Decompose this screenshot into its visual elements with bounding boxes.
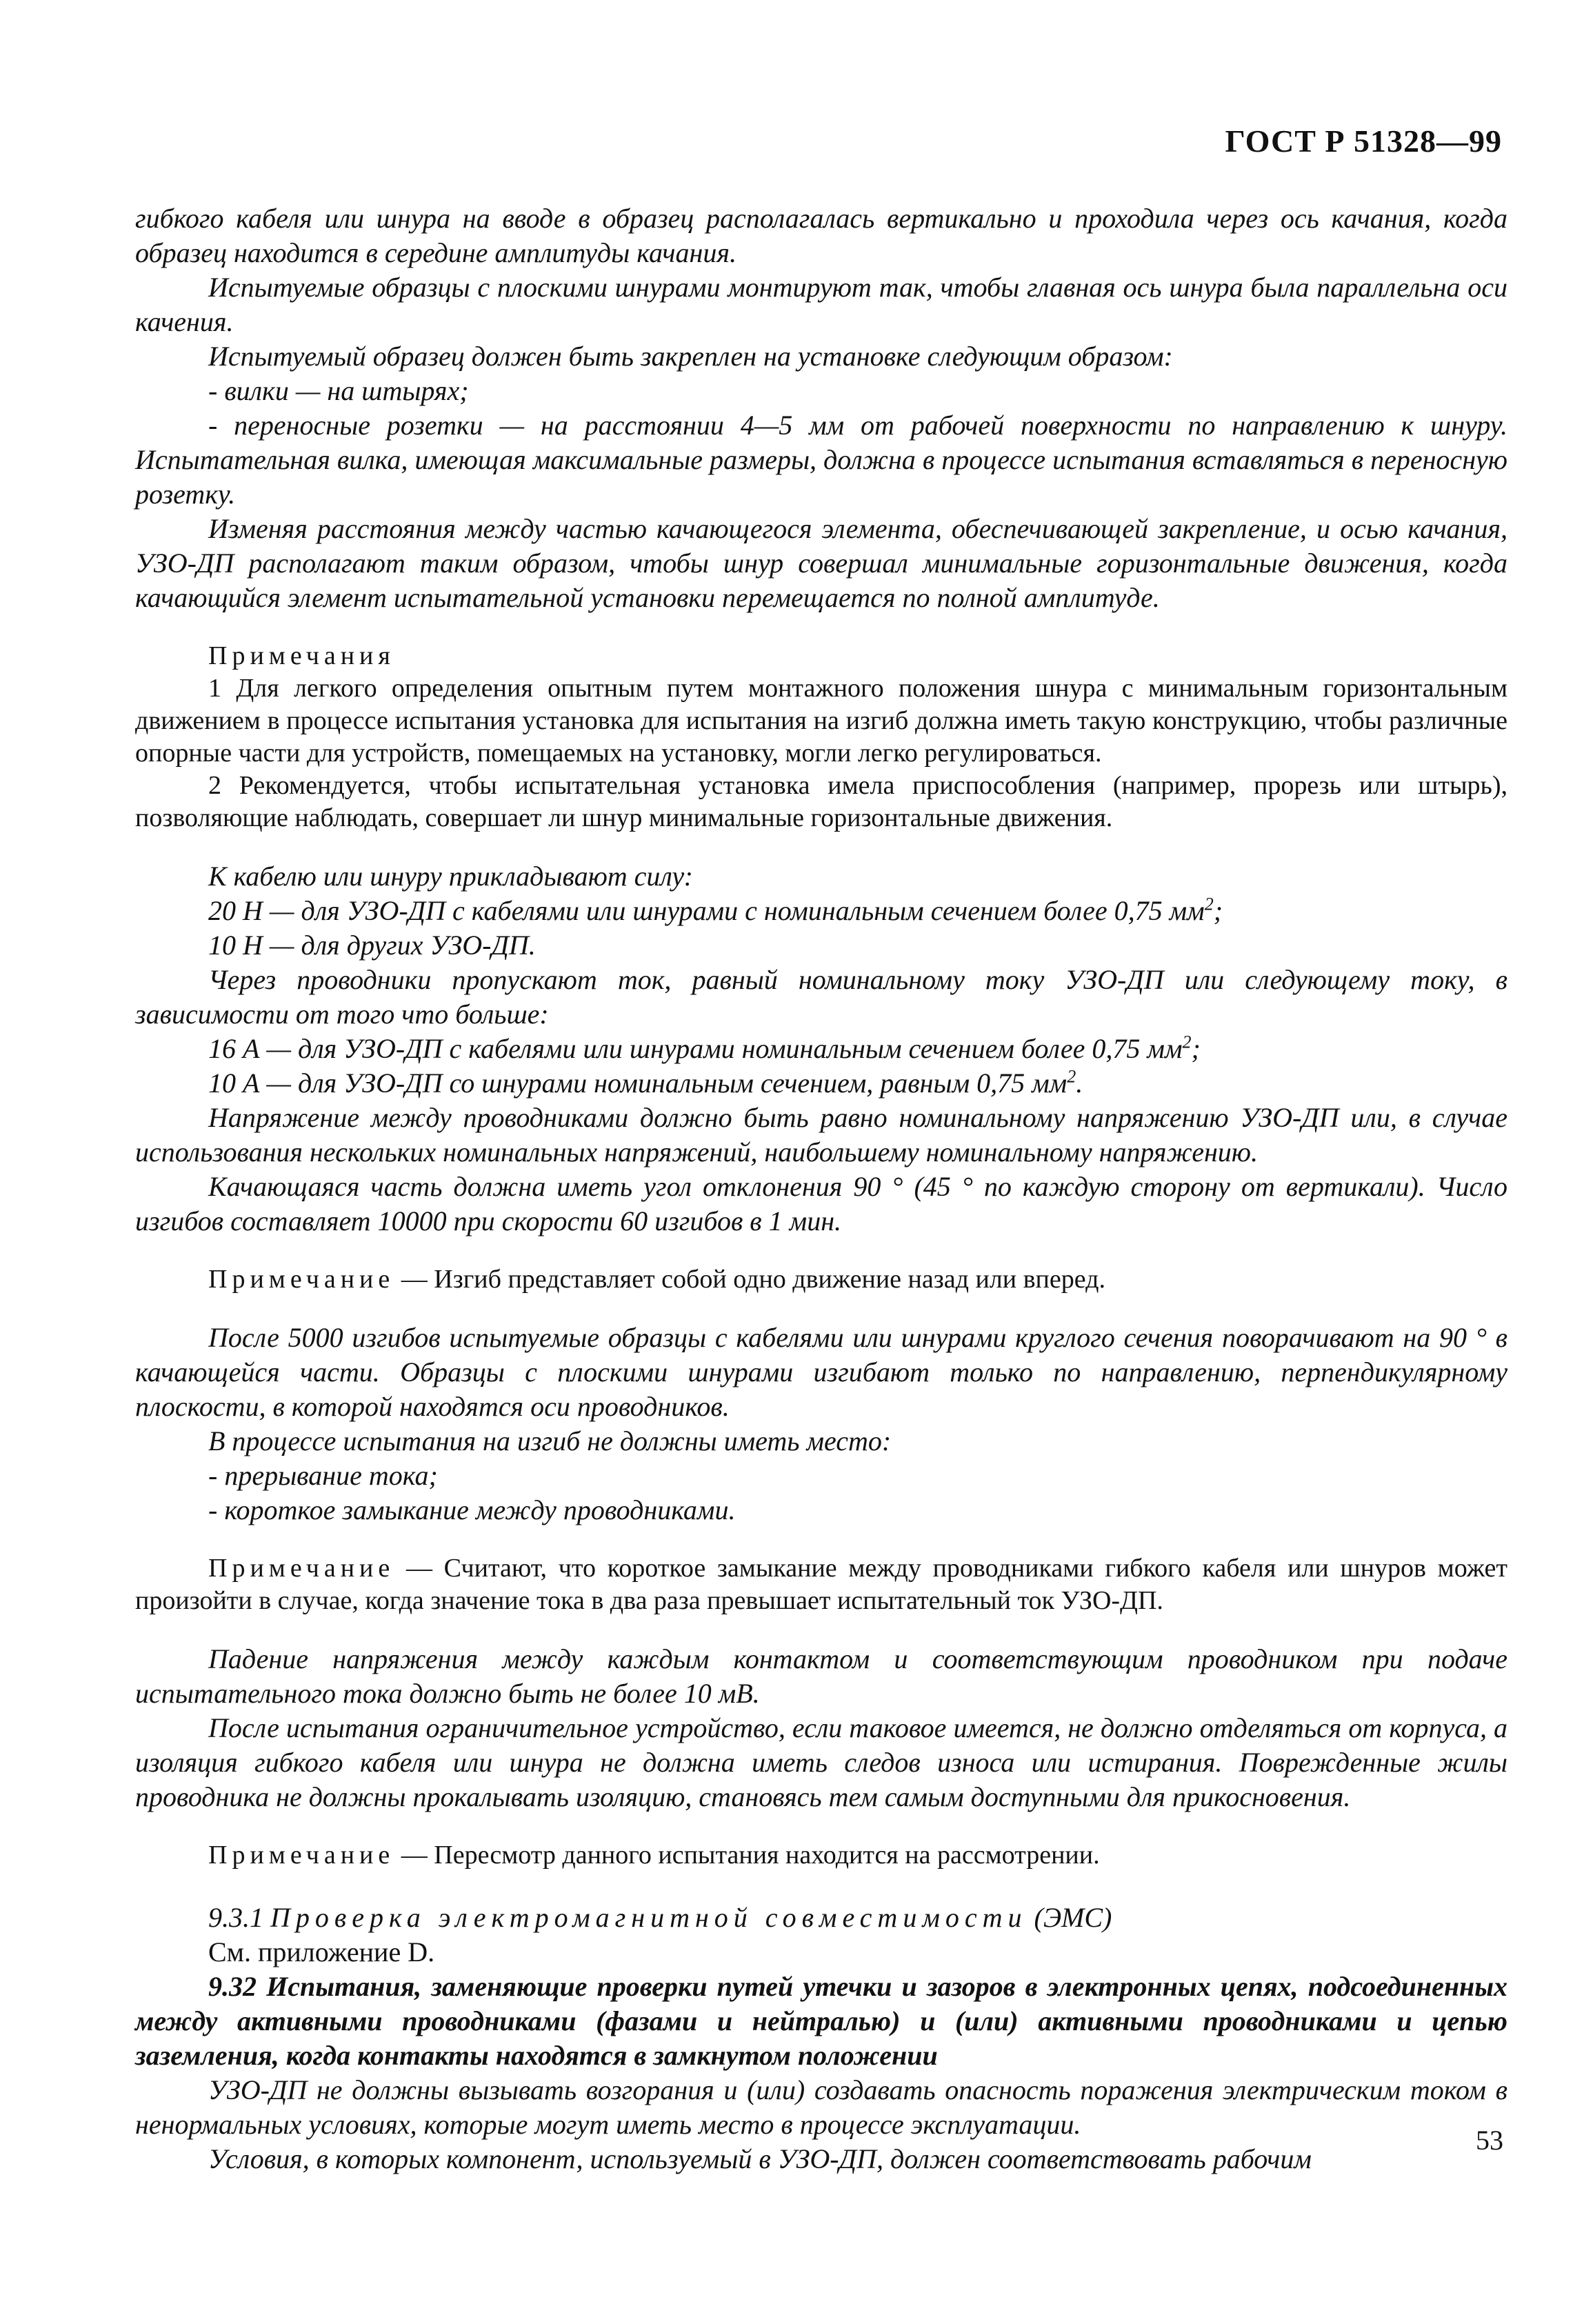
- paragraph: Изменяя расстояния между частью качающегося элемента, обеспечивающей закрепление, и осью качания, УЗО-ДП располагают таким образом, чтобы шнур совершал минимальные горизонтальные движения, когда качающийся элемент испытательной установки перемещается по полной амплитуде.: [135, 513, 1507, 613]
- note: Примечание — Изгиб представляет собой одно движение назад или вперед.: [208, 1265, 1105, 1294]
- list-item: - прерывание тока;: [208, 1460, 438, 1491]
- note: 1 Для легкого определения опытным путем монтажного положения шнура с минимальным горизонтальным движением в процессе испытания установка для испытания на изгиб должна иметь такую конструкцию, чтобы различные опорные части для устройств, помещаемых на установку, могли легко регулироваться.: [135, 674, 1507, 768]
- paragraph: Падение напряжения между каждым контактом и соответствующим проводником при подаче испытательного тока должно быть не более 10 мВ.: [135, 1643, 1507, 1709]
- list-item: 10 Н — для других УЗО-ДП.: [208, 930, 536, 961]
- paragraph: После 5000 изгибов испытуемые образцы с кабелями или шнурами круглого сечения поворачивают на 90 ° в качающейся части. Образцы с плоскими шнурами изгибают только по направлению, перпендикулярному плоскости, в которой находятся оси проводников.: [135, 1322, 1507, 1422]
- paragraph: Условия, в которых компонент, используемый в УЗО-ДП, должен соответствовать рабочим: [208, 2143, 1312, 2174]
- list-item: 10 А — для УЗО-ДП со шнурами номинальным сечением, равным 0,75 $мм^2$.: [208, 1066, 1083, 1099]
- paragraph: В процессе испытания на изгиб не должны иметь место:: [208, 1425, 892, 1456]
- paragraph: К кабелю или шнуру прикладывают силу:: [208, 861, 693, 892]
- paragraph: См. приложение D.: [208, 1936, 435, 1967]
- notes-title: Примечания: [208, 641, 395, 670]
- paragraph: Испытуемые образцы с плоскими шнурами монтируют так, чтобы главная ось шнура была параллельна оси качения.: [135, 272, 1507, 337]
- section-heading-9-3-1: 9.3.1 Проверка электромагнитной совместимости (ЭМС): [208, 1902, 1112, 1933]
- paragraph: гибкого кабеля или шнура на вводе в образец располагалась вертикально и проходила через ось качания, когда образец находится в середине амплитуды качания.: [135, 203, 1507, 268]
- list-item: - короткое замыкание между проводниками.: [208, 1494, 736, 1525]
- note: Примечание — Пересмотр данного испытания находится на рассмотрении.: [208, 1841, 1100, 1870]
- list-item: - вилки — на штырях;: [208, 375, 469, 406]
- section-heading-9-3-2: 9.32 Испытания, заменяющие проверки путей утечки и зазоров в электронных цепях, подсоединенных между активными проводниками (фазами и нейтралью) и (или) активными проводниками и цепью заземления, когда контакты находятся в замкнутом положении: [135, 1971, 1507, 2071]
- list-item: - переносные розетки — на расстоянии 4—5 мм от рабочей поверхности по направлению к шнуру. Испытательная вилка, имеющая максимальные размеры, должна в процессе испытания вставляться в переносную розетку.: [135, 410, 1507, 510]
- paragraph: УЗО-ДП не должны вызывать возгорания и (или) создавать опасность поражения электрическим током в ненормальных условиях, которые могут иметь место в процессе эксплуатации.: [135, 2074, 1507, 2140]
- document-body: [135, 201, 1507, 2176]
- paragraph: После испытания ограничительное устройство, если таковое имеется, не должно отделяться от корпуса, а изоляция гибкого кабеля или шнура не должна иметь следов износа или истирания. Поврежденные жилы проводника не должны прокалывать изоляцию, становясь тем самым доступными для прикосновения.: [135, 1712, 1507, 1812]
- note: Примечание — Считают, что короткое замыкание между проводниками гибкого кабеля или шнуров может произойти в случае, когда значение тока в два раза превышает испытательный ток УЗО-ДП.: [135, 1554, 1507, 1615]
- paragraph: Через проводники пропускают ток, равный номинальному току УЗО-ДП или следующему току, в зависимости от того что больше:: [135, 964, 1507, 1030]
- paragraph: Испытуемый образец должен быть закреплен на установке следующим образом:: [208, 341, 1173, 372]
- paragraph: Напряжение между проводниками должно быть равно номинальному напряжению УЗО-ДП или, в случае использования нескольких номинальных напряжений, наибольшему номинальному напряжению.: [135, 1102, 1507, 1168]
- page-number: 53: [1476, 2125, 1503, 2156]
- note: 2 Рекомендуется, чтобы испытательная установка имела приспособления (например, прорезь или штырь), позволяющие наблюдать, совершает ли шнур минимальные горизонтальные движения.: [135, 771, 1507, 832]
- list-item: 16 А — для УЗО-ДП с кабелями или шнурами номинальным сечением более 0,75 $мм^2$;: [208, 1032, 1201, 1064]
- document-header: ГОСТ Р 51328—99: [1225, 123, 1502, 159]
- list-item: 20 Н — для УЗО-ДП с кабелями или шнурами с номинальным сечением более 0,75 $мм^2$;: [208, 894, 1223, 926]
- paragraph: Качающаяся часть должна иметь угол отклонения 90 ° (45 ° по каждую сторону от вертикали). Число изгибов составляет 10000 при скорости 60 изгибов в 1 мин.: [135, 1171, 1507, 1236]
